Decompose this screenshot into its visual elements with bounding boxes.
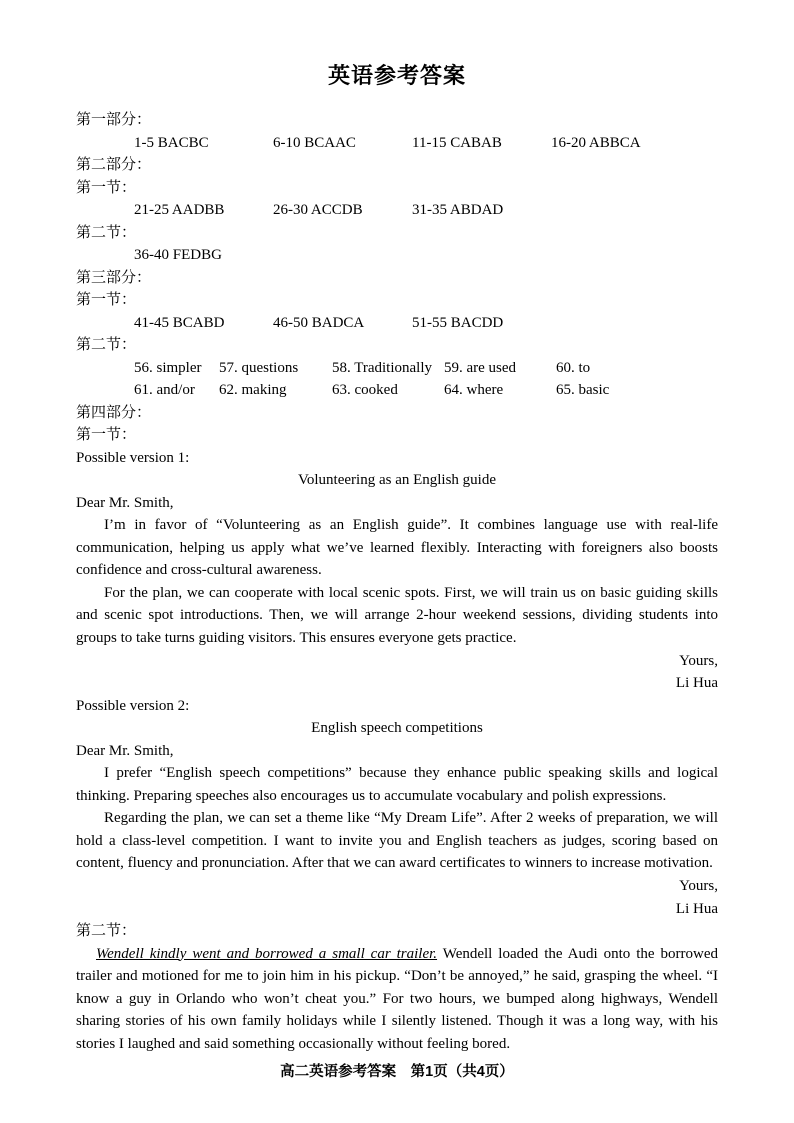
version2-paragraph-2: Regarding the plan, we can set a theme like “My Dream Life”. After 2 weeks of preparation, we will hold a class-level competition. I want to invite you and English teachers as judges, scoring based on content, fluency and pronunciation. After that we can award certificates to winners to increase motivation. — [76, 810, 718, 872]
continuation-paragraph — [76, 943, 718, 1056]
part2-label: 第二部分： — [76, 157, 152, 173]
version1-salutation: Dear Mr. Smith, — [76, 494, 174, 511]
version1-essay-title: Volunteering as an English guide — [297, 472, 497, 488]
answer-row-1-20 — [76, 132, 718, 155]
version2-closing: Yours, — [679, 878, 718, 895]
answer-cell: 59. are used — [444, 359, 517, 376]
version1-label: Possible version 1: — [76, 449, 190, 466]
version2-label: Possible version 2: — [76, 697, 190, 714]
answer-cell: 6-10 BCAAC — [273, 134, 356, 151]
answer-row-21-35 — [76, 199, 718, 222]
answer-cell: 31-35 ABDAD — [412, 202, 504, 218]
answer-row-61-65 — [76, 379, 718, 402]
answer-cell: 11-15 CABAB — [412, 134, 502, 151]
part4-section1-label: 第一节： — [76, 427, 137, 443]
part4-label: 第四部分： — [76, 404, 152, 421]
answer-cell: 26-30 ACCDB — [273, 202, 363, 218]
answer-cell: 46-50 BADCA — [273, 314, 365, 331]
answer-row-36-40 — [76, 244, 718, 267]
version1-signature: Li Hua — [675, 675, 718, 692]
version2-salutation: Dear Mr. Smith, — [76, 742, 174, 759]
answer-row-41-55 — [76, 312, 718, 335]
answer-cell: 63. cooked — [332, 382, 398, 398]
version1-paragraph-1: I’m in favor of “Volunteering as an English guide”. It combines language use with real-life communication, helping us apply what we’ve learned flexibly. Interacting with foreigners also boosts confidence and cross-cultural awareness. — [76, 517, 718, 579]
answer-cell: 64. where — [444, 382, 504, 398]
answer-cell: 1-5 BACBC — [134, 134, 209, 151]
part2-section1-label: 第一节： — [76, 179, 137, 196]
version1-closing: Yours, — [679, 652, 718, 669]
answer-cell: 58. Traditionally — [332, 359, 433, 376]
part3-section2-label: 第二节： — [76, 337, 137, 353]
answer-row-56-60 — [76, 357, 718, 380]
continuation-lead-sentence: Wendell kindly went and borrowed a small car trailer. — [96, 945, 438, 962]
answer-cell: 21-25 AADBB — [134, 202, 225, 218]
answer-cell: 65. basic — [556, 382, 610, 398]
version2-signature: Li Hua — [675, 900, 718, 917]
answer-cell: 57. questions — [219, 359, 299, 376]
part3-label: 第三部分： — [76, 269, 152, 286]
answer-cell: 36-40 FEDBG — [134, 247, 222, 263]
page-footer: 高二英语参考答案 第1页（共4页） — [280, 1064, 514, 1080]
continuation-body-text: Wendell loaded the Audi onto the borrowed trailer and motioned for me to join him in his pickup. “Don’t be annoyed,” he said, grasping the wheel. “I know a guy in Orlando who won’t cheat you.” For two hours, we bumped along highways, Wendell sharing stories of his own family holidays while I silently listened. Though it was a long way, with his stories I laughed and said something occasionally without feeling bored. — [76, 945, 719, 1052]
answer-cell: 60. to — [556, 359, 591, 376]
part3-section1-label: 第一节： — [76, 292, 137, 308]
answer-cell: 62. making — [219, 382, 287, 398]
version2-paragraph-1: I prefer “English speech competitions” because they enhance public speaking skills and logical thinking. Preparing speeches also encourages us to accumulate vocabulary and polish expressions. — [76, 765, 718, 804]
doc-title: 英语参考答案 — [327, 63, 466, 88]
answer-cell: 56. simpler — [134, 359, 202, 376]
version1-paragraph-2: For the plan, we can cooperate with local scenic spots. First, we will train us on basic guiding skills and scenic spot introductions. Then, we will arrange 2-hour weekend sessions, dividing students into groups to take turns guiding visitors. This ensures everyone gets practice. — [76, 584, 718, 646]
answer-cell: 16-20 ABBCA — [551, 134, 641, 151]
answer-cell: 51-55 BACDD — [412, 314, 504, 331]
continuation-section-label: 第二节： — [76, 923, 137, 940]
part1-label: 第一部分： — [76, 112, 152, 128]
answer-cell: 41-45 BCABD — [134, 314, 225, 331]
answer-cell: 61. and/or — [134, 382, 195, 398]
part2-section2-label: 第二节： — [76, 224, 137, 241]
version2-essay-title: English speech competitions — [311, 720, 483, 737]
